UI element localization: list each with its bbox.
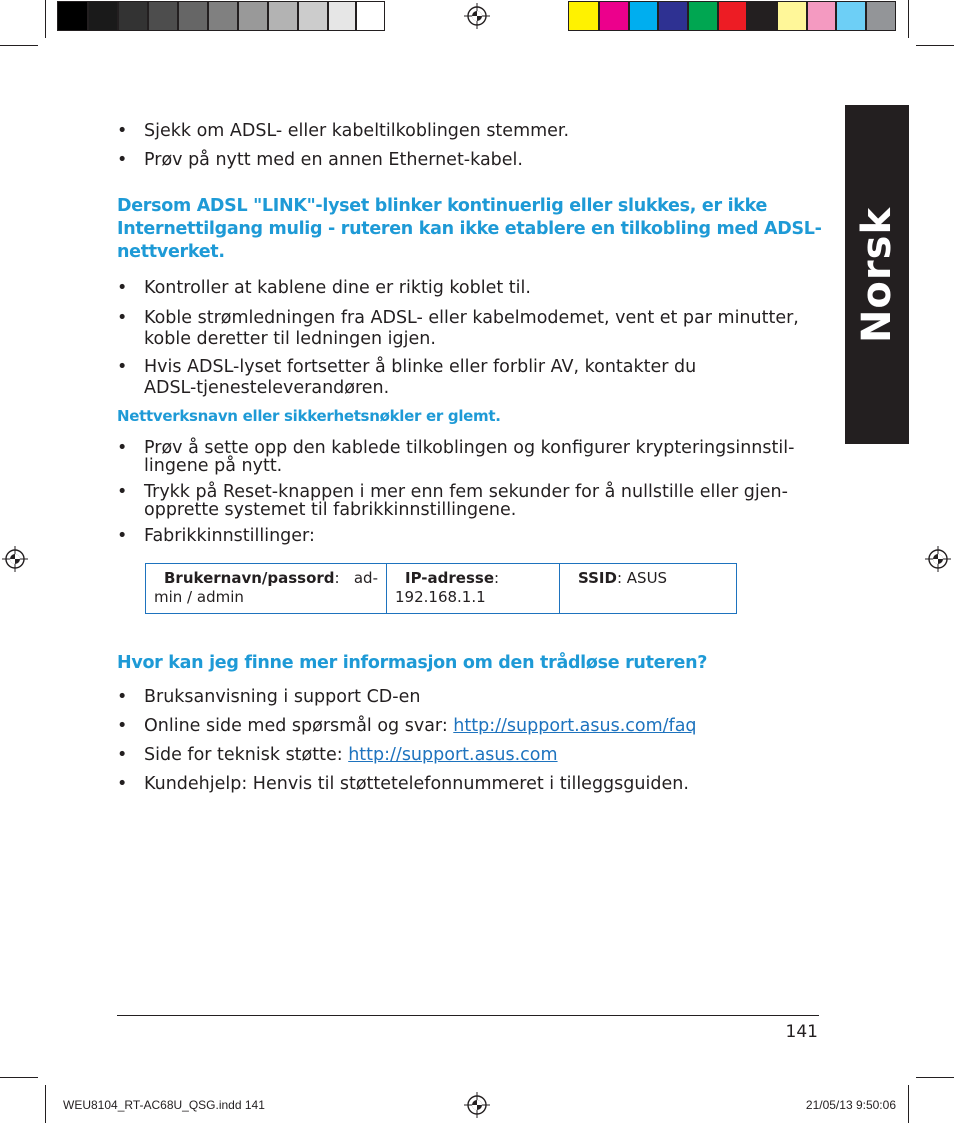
color-swatch: [718, 1, 747, 31]
list-item-text: Prøv på nytt med en annen Ethernet-kabel.: [144, 150, 523, 170]
list-item-label: Online side med spørsmål og svar:: [144, 716, 454, 736]
list-item-text: Fabrikkinnstillinger:: [144, 526, 315, 546]
registration-mark-icon: [464, 3, 490, 29]
bullet: •: [117, 357, 128, 377]
list-item-text: [144, 357, 696, 399]
color-swatch: [599, 1, 629, 31]
list-item-line: Trykk på Reset-knappen i mer enn fem sekunder for å nullstille eller gjen-: [144, 482, 788, 502]
username-value: min / admin: [154, 588, 244, 606]
footer-rule: [117, 1015, 819, 1016]
bullet: •: [117, 308, 128, 328]
bullet: •: [117, 745, 128, 765]
gray-swatch: [57, 1, 88, 31]
support-link[interactable]: http://support.asus.com: [348, 745, 558, 765]
gray-swatch: [356, 1, 385, 31]
gray-swatch: [268, 1, 298, 31]
language-tab-label: Norsk: [854, 206, 900, 343]
list-item-line: Hvis ADSL-lyset fortsetter å blinke eller forblir AV, kontakter du: [144, 357, 697, 377]
crop-mark: [908, 0, 909, 38]
list-item-text: [144, 716, 697, 737]
list-item-line: Prøv å sette opp den kablede tilkoblingen og konfigurer krypteringsinnstil-: [144, 438, 795, 458]
username-line: Brukernavn/passord: ad-: [164, 569, 378, 587]
bullet: •: [117, 278, 128, 298]
list-item-line: ADSL-tjenesteleverandøren.: [144, 378, 390, 398]
gray-swatch: [238, 1, 268, 31]
color-swatch: [807, 1, 836, 31]
bullet: •: [117, 121, 128, 141]
bullet: •: [117, 716, 128, 736]
bullet: •: [117, 687, 128, 707]
ip-cell: IP-adresse: 192.168.1.1: [387, 564, 560, 614]
section-heading: Hvor kan jeg finne mer informasjon om den trådløse ruteren?: [117, 653, 708, 673]
slug-timestamp: 21/05/13 9:50:06: [805, 1098, 896, 1112]
gray-swatch: [208, 1, 238, 31]
color-swatch: [629, 1, 658, 31]
username-value: ad-: [353, 569, 378, 587]
list-item-text: [144, 308, 799, 350]
gray-swatch: [88, 1, 118, 31]
username-label: Brukernavn/passord: [164, 569, 335, 587]
ssid-cell: SSID: ASUS: [560, 564, 737, 614]
crop-mark: [45, 1085, 46, 1123]
username-cell: [146, 564, 387, 614]
table-row: [146, 564, 737, 614]
crop-mark: [0, 45, 38, 46]
color-swatch: [688, 1, 718, 31]
page-number: 141: [785, 1022, 818, 1042]
registration-mark-icon: [464, 1092, 490, 1118]
heading-line: nettverket.: [117, 242, 225, 262]
slug-filename: WEU8104_RT-AC68U_QSG.indd 141: [63, 1098, 265, 1112]
list-item-line: lingene på nytt.: [144, 456, 283, 476]
crop-mark: [45, 0, 46, 38]
color-swatch: [568, 1, 599, 31]
color-swatch: [658, 1, 688, 31]
heading-line: Dersom ADSL "LINK"-lyset blinker kontinuerlig eller slukkes, er ikke: [117, 196, 768, 216]
gray-swatch: [328, 1, 356, 31]
bullet: •: [117, 526, 128, 546]
list-item-line: koble deretter til ledningen igjen.: [144, 329, 436, 349]
faq-link[interactable]: http://support.asus.com/faq: [453, 716, 697, 736]
color-swatch: [747, 1, 777, 31]
gray-swatch: [178, 1, 208, 31]
ip-label: IP-adresse: [405, 569, 494, 587]
language-tab: [845, 105, 909, 444]
list-item-text: [144, 439, 794, 475]
crop-mark: [0, 1077, 38, 1078]
list-item-text: [144, 745, 558, 766]
bullet: •: [117, 150, 128, 170]
color-swatch: [777, 1, 807, 31]
bullet: •: [117, 482, 128, 502]
list-item-text: Kundehjelp: Henvis til støttetelefonnummeret i tilleggsguiden.: [144, 774, 689, 794]
ssid-label: SSID: [578, 569, 617, 587]
crop-mark: [908, 1085, 909, 1123]
bullet: •: [117, 774, 128, 794]
crop-mark: [916, 45, 954, 46]
registration-mark-icon: [925, 546, 951, 572]
list-item-line: opprette systemet til fabrikkinnstillingene.: [144, 500, 517, 520]
gray-swatch: [118, 1, 148, 31]
heading-line: Internettilgang mulig - ruteren kan ikke etablere en tilkobling med ADSL-: [117, 219, 822, 239]
list-item-label: Side for teknisk støtte:: [144, 745, 349, 765]
color-swatch: [866, 1, 896, 31]
ip-value: 192.168.1.1: [395, 588, 486, 606]
bullet: •: [117, 438, 128, 458]
registration-mark-icon: [2, 546, 28, 572]
list-item-line: Koble strømledningen fra ADSL- eller kabelmodemet, vent et par minutter,: [144, 308, 799, 328]
gray-swatch: [298, 1, 328, 31]
list-item-text: Bruksanvisning i support CD-en: [144, 687, 421, 707]
list-item-text: Sjekk om ADSL- eller kabeltilkoblingen stemmer.: [144, 121, 570, 141]
list-item-text: [144, 483, 788, 519]
ssid-value: ASUS: [626, 569, 668, 587]
factory-defaults-table: [145, 563, 737, 614]
list-item-text: Kontroller at kablene dine er riktig koblet til.: [144, 278, 531, 298]
section-heading: [117, 195, 822, 264]
gray-swatch: [148, 1, 178, 31]
color-swatch: [836, 1, 866, 31]
crop-mark: [916, 1077, 954, 1078]
section-subheading: Nettverksnavn eller sikkerhetsnøkler er glemt.: [117, 407, 501, 425]
